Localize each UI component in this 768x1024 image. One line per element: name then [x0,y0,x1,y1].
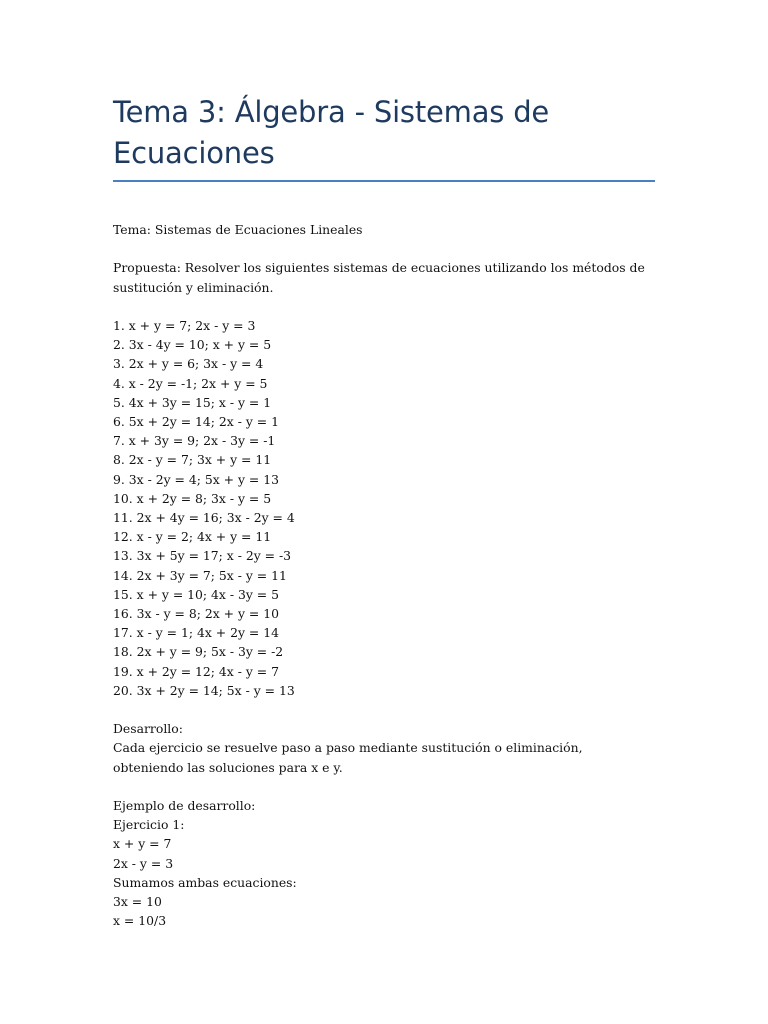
exercise-item: 2. 3x - 4y = 10; x + y = 5 [113,337,272,353]
example-lines [113,815,655,930]
example-heading: Ejemplo de desarrollo: [113,798,256,814]
topic-line: Tema: Sistemas de Ecuaciones Lineales [113,222,363,237]
exercise-item: 18. 2x + y = 9; 5x - 3y = -2 [113,644,284,660]
exercise-item: 11. 2x + 4y = 16; 3x - 2y = 4 [113,510,295,526]
development-heading: Desarrollo: [113,721,183,737]
example-line: 3x = 10 [113,894,162,910]
exercise-item: 8. 2x - y = 7; 3x + y = 11 [113,452,272,468]
exercise-item: 14. 2x + 3y = 7; 5x - y = 11 [113,567,287,583]
development-text: Cada ejercicio se resuelve paso a paso mediante sustitución o eliminación, obteniendo las soluciones para x e y. [113,740,583,775]
exercise-item: 15. x + y = 10; 4x - 3y = 5 [113,586,279,602]
proposal-paragraph: Propuesta: Resolver los siguientes sistemas de ecuaciones utilizando los métodos de sustitución y eliminación. [113,260,645,295]
example-line: Sumamos ambas ecuaciones: [113,874,297,890]
title-divider [113,180,655,182]
page-title: Tema 3: Álgebra - Sistemas de Ecuaciones [113,95,550,170]
exercise-item: 7. x + 3y = 9; 2x - 3y = -1 [113,433,276,449]
example-line: x + y = 7 [113,836,172,852]
exercise-item: 10. x + 2y = 8; 3x - y = 5 [113,490,272,506]
development-section [113,719,655,777]
exercise-item: 19. x + 2y = 12; 4x - y = 7 [113,663,279,679]
exercise-item: 6. 5x + 2y = 14; 2x - y = 1 [113,414,279,429]
exercise-item: 13. 3x + 5y = 17; x - 2y = -3 [113,548,292,564]
exercise-item: 3. 2x + y = 6; 3x - y = 4 [113,356,264,372]
document-page [113,92,655,930]
document-body [113,220,655,930]
exercise-item: 20. 3x + 2y = 14; 5x - y = 13 [113,682,295,698]
example-line: 2x - y = 3 [113,855,174,871]
exercise-item: 16. 3x - y = 8; 2x + y = 10 [113,606,279,622]
example-line: Ejercicio 1: [113,817,185,833]
exercise-item: 5. 4x + 3y = 15; x - y = 1 [113,394,272,410]
example-line: x = 10/3 [113,913,167,929]
exercise-list [113,316,655,700]
exercise-item: 17. x - y = 1; 4x + 2y = 14 [113,625,279,641]
example-section [113,796,655,930]
exercise-item: 9. 3x - 2y = 4; 5x + y = 13 [113,471,279,487]
exercise-item: 1. x + y = 7; 2x - y = 3 [113,317,256,333]
exercise-item: 4. x - 2y = -1; 2x + y = 5 [113,375,268,391]
exercise-item: 12. x - y = 2; 4x + y = 11 [113,529,272,545]
